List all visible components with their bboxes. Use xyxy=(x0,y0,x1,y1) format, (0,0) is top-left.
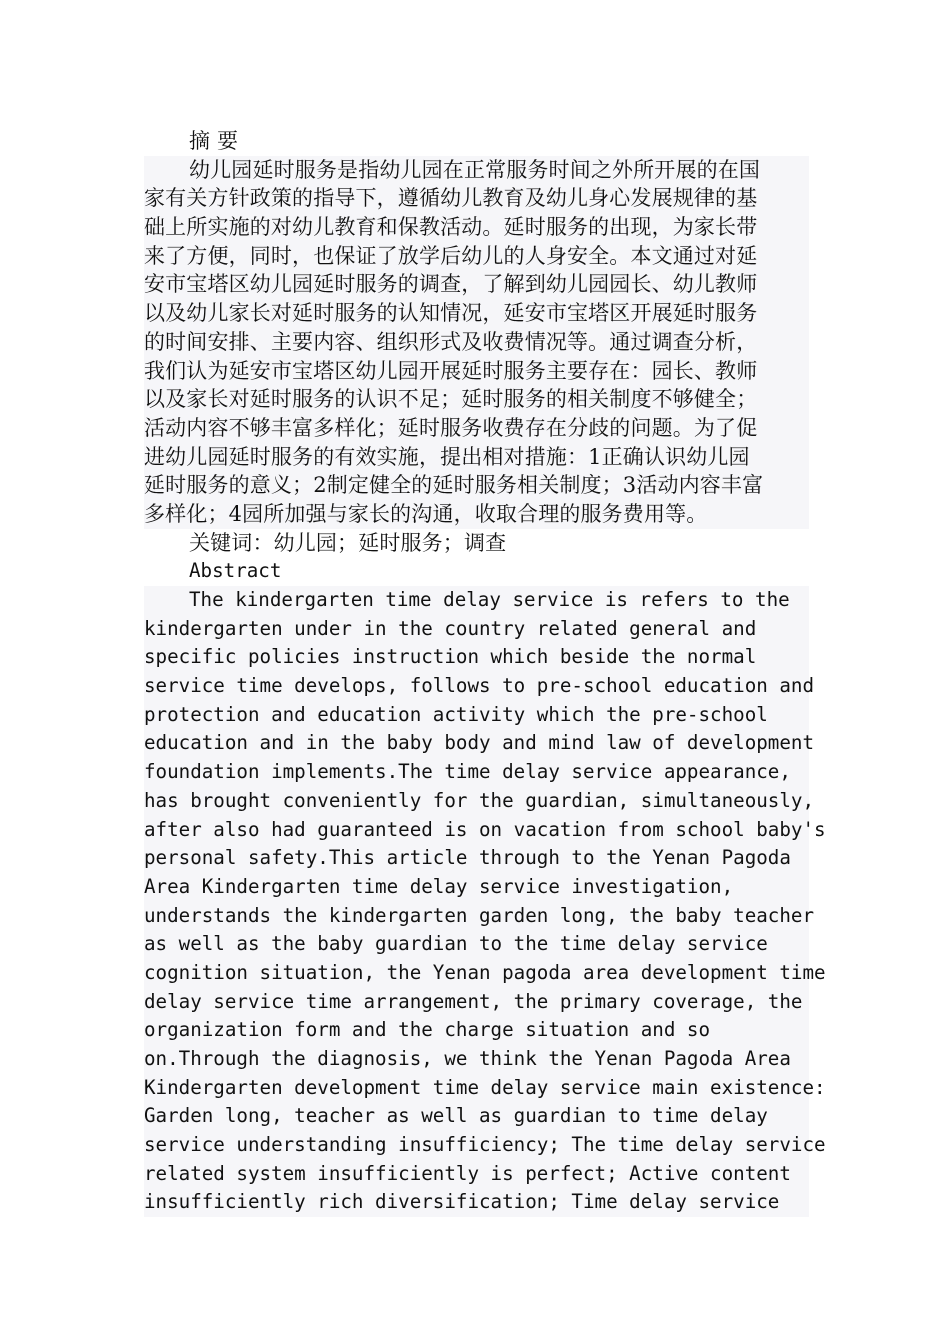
abstract-en-line: Kindergarten development time delay service main existence: xyxy=(144,1074,809,1103)
keywords-cn: 关键词：幼儿园；延时服务；调查 xyxy=(189,530,507,555)
abstract-content xyxy=(144,127,826,1217)
abstract-cn-line: 安市宝塔区幼儿园延时服务的调查，了解到幼儿园园长、幼儿教师 xyxy=(144,270,809,299)
abstract-en-line: delay service time arrangement, the primary coverage, the xyxy=(144,988,809,1017)
abstract-en-line: service time develops, follows to pre-school education and xyxy=(144,672,809,701)
abstract-en-line: after also had guaranteed is on vacation from school baby's xyxy=(144,816,809,845)
abstract-en-line: education and in the baby body and mind law of development xyxy=(144,729,809,758)
abstract-cn-line: 础上所实施的对幼儿教育和保教活动。延时服务的出现，为家长带 xyxy=(144,213,809,242)
abstract-cn-line: 来了方便，同时，也保证了放学后幼儿的人身安全。本文通过对延 xyxy=(144,242,809,271)
abstract-cn-line: 以及家长对延时服务的认识不足；延时服务的相关制度不够健全； xyxy=(144,385,809,414)
abstract-cn-line: 家有关方针政策的指导下，遵循幼儿教育及幼儿身心发展规律的基 xyxy=(144,184,809,213)
abstract-cn-line: 进幼儿园延时服务的有效实施，提出相对措施：1正确认识幼儿园 xyxy=(144,443,809,472)
abstract-en-line: personal safety.This article through to the Yenan Pagoda xyxy=(144,844,809,873)
abstract-en-line: related system insufficiently is perfect; Active content xyxy=(144,1160,809,1189)
abstract-cn-line: 多样化；4园所加强与家长的沟通，收取合理的服务费用等。 xyxy=(144,500,809,529)
abstract-en-line: The kindergarten time delay service is refers to the xyxy=(144,586,809,615)
abstract-cn-heading: 摘 要 xyxy=(189,129,239,153)
abstract-en-line: protection and education activity which the pre-school xyxy=(144,701,809,730)
abstract-cn-line: 延时服务的意义；2制定健全的延时服务相关制度；3活动内容丰富 xyxy=(144,471,809,500)
abstract-en-line: Garden long, teacher as well as guardian to time delay xyxy=(144,1102,809,1131)
abstract-en-line: understands the kindergarten garden long, the baby teacher xyxy=(144,902,809,931)
abstract-cn-line: 以及幼儿家长对延时服务的认知情况，延安市宝塔区开展延时服务 xyxy=(144,299,809,328)
abstract-en-line: insufficiently rich diversification; Time delay service xyxy=(144,1188,809,1217)
abstract-en-line: on.Through the diagnosis, we think the Yenan Pagoda Area xyxy=(144,1045,809,1074)
abstract-en-line: service understanding insufficiency; The time delay service xyxy=(144,1131,809,1160)
abstract-cn-line: 的时间安排、主要内容、组织形式及收费情况等。通过调查分析， xyxy=(144,328,809,357)
abstract-en-line: foundation implements.The time delay service appearance, xyxy=(144,758,809,787)
abstract-en-line: as well as the baby guardian to the time delay service xyxy=(144,930,809,959)
abstract-cn-line: 活动内容不够丰富多样化；延时服务收费存在分歧的问题。为了促 xyxy=(144,414,809,443)
abstract-en-line: cognition situation, the Yenan pagoda area development time xyxy=(144,959,809,988)
abstract-en-heading: Abstract xyxy=(189,559,282,583)
abstract-en-line: specific policies instruction which beside the normal xyxy=(144,643,809,672)
abstract-en-line: Area Kindergarten time delay service investigation, xyxy=(144,873,809,902)
abstract-cn-line: 幼儿园延时服务是指幼儿园在正常服务时间之外所开展的在国 xyxy=(144,156,809,185)
abstract-cn-line: 我们认为延安市宝塔区幼儿园开展延时服务主要存在：园长、教师 xyxy=(144,357,809,386)
abstract-en-line: organization form and the charge situation and so xyxy=(144,1016,809,1045)
abstract-en-line: kindergarten under in the country related general and xyxy=(144,615,809,644)
abstract-en-line: has brought conveniently for the guardian, simultaneously, xyxy=(144,787,809,816)
